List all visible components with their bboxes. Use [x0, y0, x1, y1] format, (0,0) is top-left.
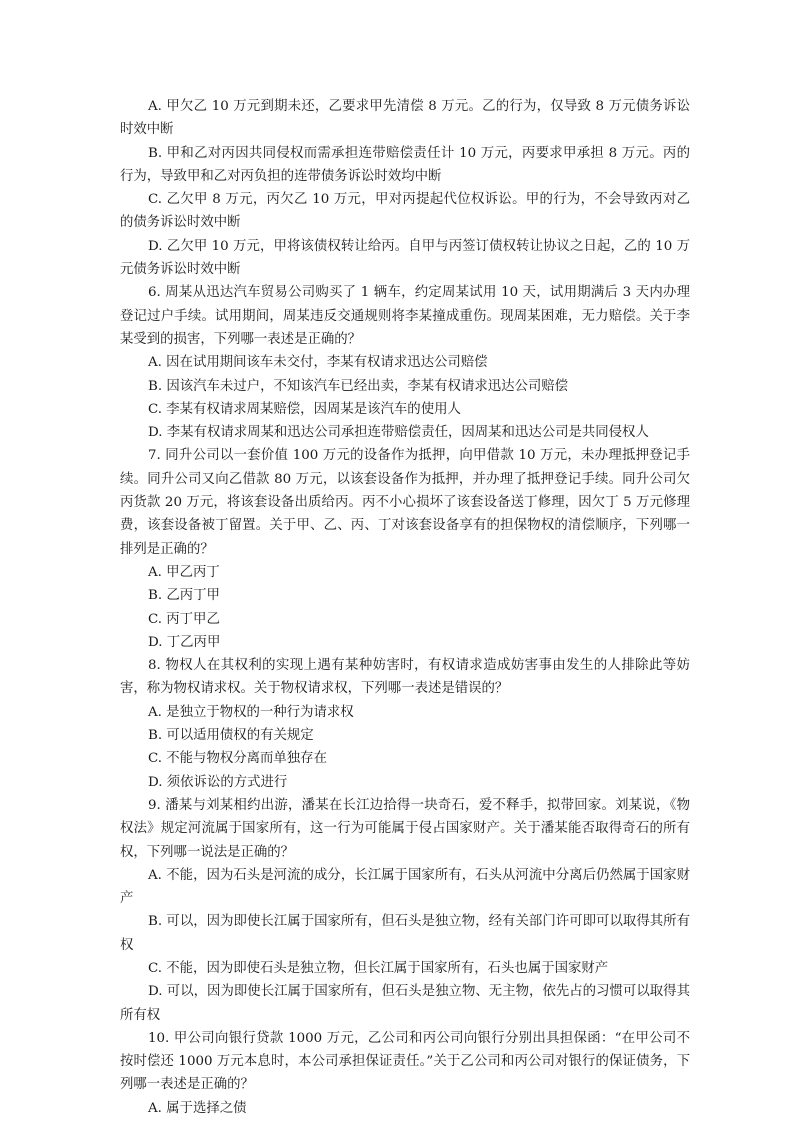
- question-9: 9. 潘某与刘某相约出游，潘某在长江边拾得一块奇石，爱不释手，拟带回家。刘某说，《物权法》规定河流属于国家所有，这一行为可能属于侵占国家财产。关于潘某能否取得奇石的所有权，下列哪一说法是正确的？: [120, 797, 690, 860]
- q9-option-c: C. 不能，因为即使石头是独立物，但长江属于国家所有，石头也属于国家财产: [148, 960, 609, 976]
- question-6: 6. 周某从迅达汽车贸易公司购买了 1 辆车，约定周某试用 10 天，试用期满后 3 天内办理登记过户手续。试用期间，周某违反交通规则将李某撞成重伤。现周某困难，无力赔偿。关于李某受到的损害，下列哪一表述是正确的？: [120, 285, 690, 347]
- q10-option-a: A. 属于选择之债: [148, 1100, 247, 1116]
- q6-option-c: C. 李某有权请求周某赔偿，因周某是该汽车的使用人: [148, 401, 461, 417]
- q8-option-a: A. 是独立于物权的一种行为请求权: [148, 704, 354, 720]
- question-7: 7. 同升公司以一套价值 100 万元的设备作为抵押，向甲借款 10 万元，未办理抵押登记手续。同升公司又向乙借款 80 万元，以该套设备作为抵押，并办理了抵押登记手续。同升公司欠丙货款 20 万元，将该套设备出质给丙。丙不小心损坏了该套设备送丁修理，因欠丁 5 万元修理费，该套设备被丁留置。关于甲、乙、丙、丁对该套设备享有的担保物权的清偿顺序，下列哪一排列是正确的？: [120, 448, 690, 557]
- q7-option-b: B. 乙丙丁甲: [148, 588, 220, 604]
- option-d-prev: D. 乙欠甲 10 万元，甲将该债权转让给丙。自甲与丙签订债权转让协议之日起，乙的 10 万元债务诉讼时效中断: [120, 238, 690, 278]
- q9-option-a: A. 不能，因为石头是河流的成分，长江属于国家所有，石头从河流中分离后仍然属于国家财产: [120, 867, 690, 907]
- q7-option-d: D. 丁乙丙甲: [148, 634, 221, 650]
- question-10: 10. 甲公司向银行贷款 1000 万元，乙公司和丙公司向银行分别出具担保函：“在甲公司不按时偿还 1000 万元本息时，本公司承担保证责任。”关于乙公司和丙公司对银行的保证债务，下列哪一表述是正确的？: [120, 1030, 690, 1093]
- q7-option-c: C. 丙丁甲乙: [148, 611, 220, 627]
- q6-option-b: B. 因该汽车未过户，不知该汽车已经出卖，李某有权请求迅达公司赔偿: [148, 378, 569, 394]
- q8-option-c: C. 不能与物权分离而单独存在: [148, 751, 327, 767]
- option-a-prev: A. 甲欠乙 10 万元到期未还，乙要求甲先清偿 8 万元。乙的行为，仅导致 8 万元债务诉讼时效中断: [120, 99, 690, 138]
- option-c-prev: C. 乙欠甲 8 万元，丙欠乙 10 万元，甲对丙提起代位权诉讼。甲的行为，不会导致丙对乙的债务诉讼时效中断: [120, 192, 690, 231]
- q6-option-a: A. 因在试用期间该车未交付，李某有权请求迅达公司赔偿: [148, 355, 488, 371]
- q8-option-d: D. 须依诉讼的方式进行: [148, 774, 288, 790]
- document-body: [120, 95, 690, 1120]
- question-8: 8. 物权人在其权利的实现上遇有某种妨害时，有权请求造成妨害事由发生的人排除此等妨害，称为物权请求权。关于物权请求权，下列哪一表述是错误的？: [120, 658, 690, 697]
- q6-option-d: D. 李某有权请求周某和迅达公司承担连带赔偿责任，因周某和迅达公司是共同侵权人: [148, 425, 649, 441]
- q9-option-b: B. 可以，因为即使长江属于国家所有，但石头是独立物，经有关部门许可即可以取得其所有权: [120, 914, 690, 953]
- q9-option-d: D. 可以，因为即使长江属于国家所有，但石头是独立物、无主物，依先占的习惯可以取得其所有权: [120, 984, 690, 1023]
- q7-option-a: A. 甲乙丙丁: [148, 564, 220, 580]
- option-b-prev: B. 甲和乙对丙因共同侵权而需承担连带赔偿责任计 10 万元，丙要求甲承担 8 万元。丙的行为，导致甲和乙对丙负担的连带债务诉讼时效均中断: [120, 145, 690, 184]
- q8-option-b: B. 可以适用债权的有关规定: [148, 728, 314, 744]
